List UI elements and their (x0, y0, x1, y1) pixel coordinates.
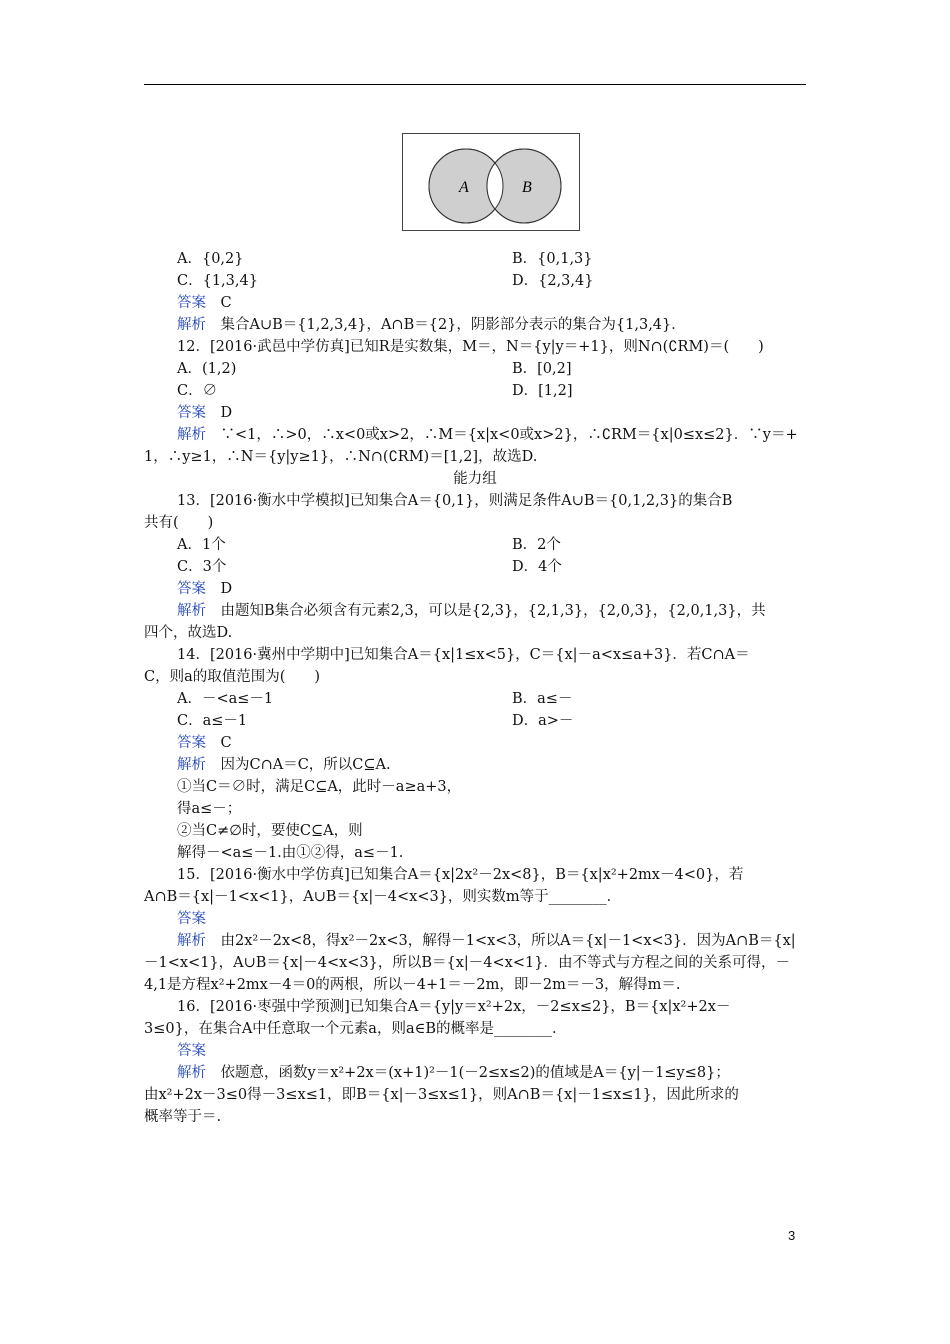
analysis-label: 解析 (177, 603, 206, 619)
venn-svg (403, 134, 579, 230)
answer-label: 答案 (177, 735, 206, 751)
option-d: D．[1,2] (512, 383, 573, 399)
q15-analysis-cont-1: －1<x<1}，A∪B＝{x|－4<x<3}，所以B＝{x|－4<x<1}．由不等式与方程之间的关系可得，－ (144, 955, 790, 971)
analysis-label: 解析 (177, 757, 206, 773)
q13-options-row2 (144, 556, 806, 578)
q11-options-row2 (144, 270, 806, 292)
q11-analysis (144, 314, 806, 336)
option-a: A．－<a≤－1 (177, 691, 274, 707)
q12-options-row2 (144, 380, 806, 402)
q11-answer (144, 292, 806, 314)
option-b: B．{0,1,3} (512, 251, 593, 267)
q13-analysis-cont: 四个，故选D. (144, 625, 233, 641)
q12-options-row1 (144, 358, 806, 380)
answer-value: C (206, 295, 232, 311)
q13-answer (144, 578, 806, 600)
option-b: B．[0,2] (512, 361, 572, 377)
header-rule (144, 84, 806, 85)
q16-analysis (144, 1062, 806, 1084)
q14-stem: 14．[2016·冀州中学期中]已知集合A＝{x|1≤x<5}，C＝{x|－a<x≤a+3}．若C∩A＝ (177, 647, 750, 663)
analysis-text: 依题意，函数y＝x²+2x＝(x+1)²－1(－2≤x≤2)的值域是A＝{y|－1≤y≤8}； (206, 1065, 730, 1081)
option-a: A．(1,2) (177, 361, 237, 377)
answer-value: D (206, 405, 233, 421)
option-d: D．a>－ (512, 713, 574, 729)
q14-analysis (144, 754, 806, 776)
section-title: 能力组 (453, 471, 497, 487)
q16-analysis-cont-2: 概率等于＝. (144, 1109, 222, 1125)
q15-analysis-cont-2: 4,1是方程x²+2mx－4＝0的两根，所以－4+1＝－2m，即－2m＝－3，解得m＝. (144, 977, 681, 993)
option-a: A．1个 (177, 537, 226, 553)
analysis-text: ∵<1，∴>0，∴x<0或x>2，∴M＝{x|x<0或x>2}，∴∁RM＝{x|0≤x≤2}．∵y＝+ (206, 427, 798, 443)
option-a: A．{0,2} (177, 251, 244, 267)
option-c: C．{1,3,4} (177, 273, 258, 289)
q14-stem-cont: C，则a的取值范围为( ) (144, 669, 321, 685)
q14-step-1: ①当C＝∅时，满足C⊆A，此时－a≥a+3， (177, 779, 462, 795)
option-b: B．a≤－ (512, 691, 573, 707)
q16-stem-cont: 3≤0}，在集合A中任意取一个元素a，则a∈B的概率是________． (144, 1021, 567, 1037)
q13-stem-cont: 共有( ) (144, 515, 214, 531)
content (144, 248, 806, 1128)
q16-analysis-cont-1: 由x²+2x－3≤0得－3≤x≤1，即B＝{x|－3≤x≤1}，则A∩B＝{x|－1≤x≤1}，因此所求的 (144, 1087, 739, 1103)
label-a: A (459, 179, 469, 196)
q12-analysis (144, 424, 806, 446)
option-b: B．2个 (512, 537, 561, 553)
analysis-label: 解析 (177, 427, 206, 443)
venn-diagram (402, 133, 580, 231)
analysis-label: 解析 (177, 317, 206, 333)
q13-stem: 13．[2016·衡水中学模拟]已知集合A＝{0,1}，则满足条件A∪B＝{0,1,2,3}的集合B (177, 493, 733, 509)
answer-label: 答案 (177, 405, 206, 421)
q11-options-row1 (144, 248, 806, 270)
label-b: B (522, 179, 532, 196)
option-c: C．a≤－1 (177, 713, 248, 729)
answer-label: 答案 (177, 295, 206, 311)
q13-options-row1 (144, 534, 806, 556)
q14-step-3: ②当C≠∅时，要使C⊆A，则 (177, 823, 363, 839)
q12-analysis-cont: 1，∴y≥1，∴N＝{y|y≥1}，∴N∩(∁RM)＝[1,2]，故选D. (144, 449, 538, 465)
answer-value: C (206, 735, 232, 751)
q15-stem: 15．[2016·衡水中学仿真]已知集合A＝{x|2x²－2x<8}，B＝{x|x²+2mx－4<0}，若 (177, 867, 744, 883)
q16-answer (144, 1040, 806, 1062)
analysis-text: 由题知B集合必须含有元素2,3，可以是{2,3}，{2,1,3}，{2,0,3}，{2,0,1,3}，共 (206, 603, 766, 619)
q12-answer (144, 402, 806, 424)
analysis-text: 由2x²－2x<8，得x²－2x<3，解得－1<x<3，所以A＝{x|－1<x<3}．因为A∩B＝{x| (206, 933, 796, 949)
answer-label: 答案 (177, 581, 206, 597)
q14-step-2: 得a≤－； (177, 801, 242, 817)
page-number: 3 (788, 1228, 796, 1243)
analysis-text: 集合A∪B＝{1,2,3,4}，A∩B＝{2}，阴影部分表示的集合为{1,3,4}． (206, 317, 686, 333)
option-c: C．3个 (177, 559, 227, 575)
q15-stem-cont: A∩B＝{x|－1<x<1}，A∪B＝{x|－4<x<3}，则实数m等于________． (144, 889, 622, 905)
q13-analysis (144, 600, 806, 622)
q16-stem: 16．[2016·枣强中学预测]已知集合A＝{y|y＝x²+2x，－2≤x≤2}，B＝{x|x²+2x－ (177, 999, 731, 1015)
q12-stem: 12．[2016·武邑中学仿真]已知R是实数集，M＝，N＝{y|y＝+1}，则N∩(∁RM)＝( ) (177, 339, 764, 355)
answer-label: 答案 (177, 1043, 206, 1059)
q15-answer (144, 908, 806, 930)
analysis-text: 因为C∩A＝C，所以C⊆A. (206, 757, 391, 773)
q15-analysis (144, 930, 806, 952)
analysis-label: 解析 (177, 933, 206, 949)
answer-label: 答案 (177, 911, 206, 927)
q14-options-row2 (144, 710, 806, 732)
q14-answer (144, 732, 806, 754)
option-d: D．4个 (512, 559, 562, 575)
q14-step-4: 解得－<a≤－1.由①②得，a≤－1. (177, 845, 404, 861)
analysis-label: 解析 (177, 1065, 206, 1081)
q14-options-row1 (144, 688, 806, 710)
answer-value: D (206, 581, 233, 597)
option-c: C．∅ (177, 383, 218, 399)
option-d: D．{2,3,4} (512, 273, 594, 289)
